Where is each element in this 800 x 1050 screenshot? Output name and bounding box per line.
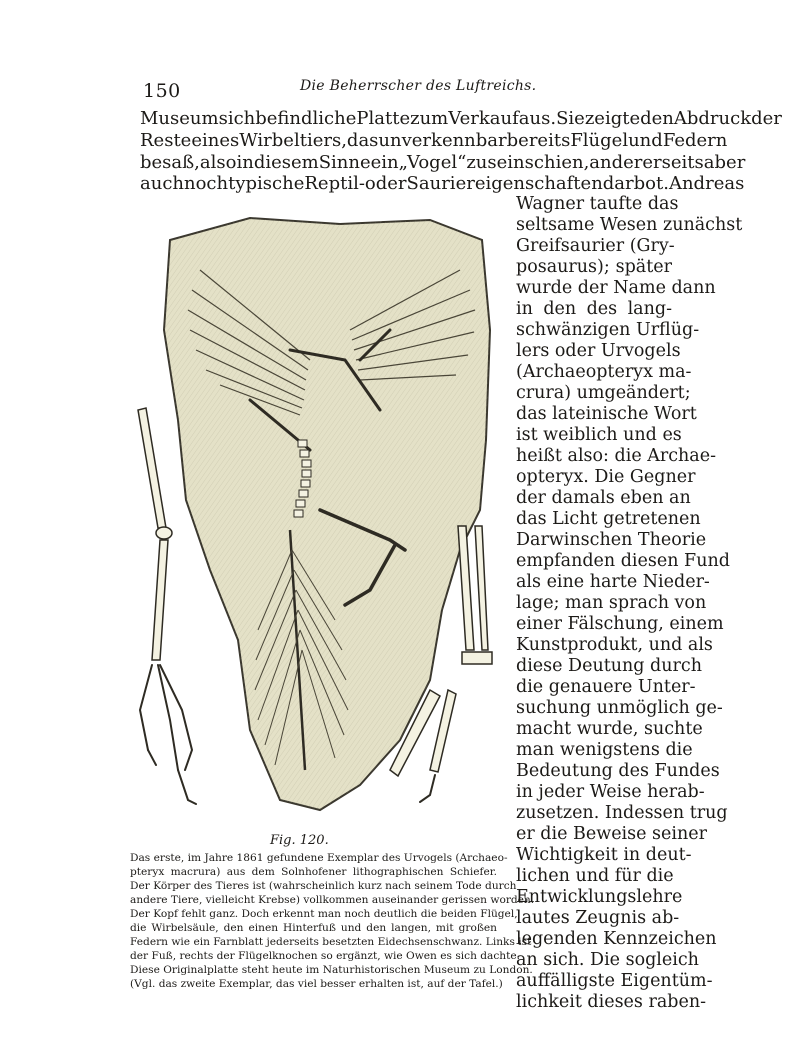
column-line: crura) umgeändert; bbox=[516, 383, 691, 403]
column-line: einer Fälschung, einem bbox=[516, 614, 724, 634]
column-line: der damals eben an bbox=[516, 488, 691, 508]
word: „Vogel“ bbox=[398, 152, 467, 173]
column-line: lage; man sprach von bbox=[516, 593, 707, 613]
word: Andreas bbox=[668, 173, 745, 194]
figure-caption-line: Federn wie ein Farnblatt jederseits besetzten Eidechsenschwanz. Links ist bbox=[130, 936, 532, 948]
word: Wirbeltiers, bbox=[239, 130, 347, 151]
column-line: (Archaeopteryx ma- bbox=[516, 362, 692, 382]
column-line: Bedeutung des Fundes bbox=[516, 761, 720, 781]
word: Verkauf bbox=[448, 108, 519, 129]
column-line: Wagner taufte das bbox=[516, 194, 679, 214]
figure-label: Fig. 120. bbox=[270, 833, 329, 848]
column-line: lichen und für die bbox=[516, 866, 674, 886]
word: auch bbox=[140, 173, 184, 194]
word: noch bbox=[184, 173, 229, 194]
word: Federn bbox=[662, 130, 728, 151]
column-line: posaurus); später bbox=[516, 257, 672, 277]
column-line: Darwinschen Theorie bbox=[516, 530, 707, 550]
column-line: suchung unmöglich ge- bbox=[516, 698, 723, 718]
column-line: opteryx. Die Gegner bbox=[516, 467, 696, 487]
archaeopteryx-fossil-icon bbox=[130, 210, 502, 830]
column-line: an sich. Die sogleich bbox=[516, 950, 699, 970]
column-line: die genauere Unter- bbox=[516, 677, 696, 697]
word: schien, bbox=[524, 152, 590, 173]
word: unverkennbar bbox=[378, 130, 507, 151]
column-line: legenden Kennzeichen bbox=[516, 929, 717, 949]
column-line: auffälligste Eigentüm- bbox=[516, 971, 713, 991]
column-line: Entwicklungslehre bbox=[516, 887, 683, 907]
figure-caption-line: Diese Originalplatte steht heute im Naturhistorischen Museum zu London. bbox=[130, 964, 533, 976]
column-line: Greifsaurier (Gry- bbox=[516, 236, 675, 256]
word: eden bbox=[629, 108, 674, 129]
word: der bbox=[751, 108, 782, 129]
column-line: seltsame Wesen zunächst bbox=[516, 215, 743, 235]
word: eines bbox=[191, 130, 240, 151]
word: bereits bbox=[506, 130, 571, 151]
figure-caption-line: Der Kopf fehlt ganz. Doch erkennt man noch deutlich die beiden Flügel, bbox=[130, 908, 518, 920]
word: andererseits bbox=[589, 152, 704, 173]
page-number: 150 bbox=[143, 80, 181, 102]
body-line-full bbox=[140, 173, 745, 194]
column-line: lautes Zeugnis ab- bbox=[516, 908, 680, 928]
column-line: schwänzigen Urflüg- bbox=[516, 320, 700, 340]
column-line: er die Beweise seiner bbox=[516, 824, 707, 844]
word: befindliche bbox=[255, 108, 357, 129]
figure-caption-line: pteryx macrura) aus dem Solnhofener lithographischen Schiefer. bbox=[130, 866, 497, 878]
word: zeigt bbox=[584, 108, 630, 129]
body-line-full bbox=[140, 152, 746, 173]
figure-caption-line: Der Körper des Tieres ist (wahrscheinlich kurz nach seinem Tode durch bbox=[130, 880, 517, 892]
column-line: man wenigstens die bbox=[516, 740, 693, 760]
column-line: empfanden diesen Fund bbox=[516, 551, 730, 571]
word: Platte bbox=[356, 108, 411, 129]
running-title: Die Beherrscher des Luftreichs. bbox=[300, 78, 537, 94]
column-line: Wichtigkeit in deut- bbox=[516, 845, 692, 865]
word: typische bbox=[228, 173, 305, 194]
column-line: als eine harte Nieder- bbox=[516, 572, 710, 592]
column-line: Kunstprodukt, und als bbox=[516, 635, 713, 655]
word: sich bbox=[218, 108, 256, 129]
figure-caption-line: die Wirbelsäule, den einen Hinterfuß und den langen, mit großen bbox=[130, 922, 497, 934]
figure-caption-line: andere Tiere, vielleicht Krebse) vollkommen auseinander gerissen worden. bbox=[130, 894, 535, 906]
word: in bbox=[236, 152, 254, 173]
word: aus. bbox=[518, 108, 557, 129]
word: besaß, bbox=[140, 152, 200, 173]
column-line: macht wurde, suchte bbox=[516, 719, 703, 739]
column-line: das lateinische Wort bbox=[516, 404, 697, 424]
word: zum bbox=[410, 108, 449, 129]
word: Flügel bbox=[570, 130, 629, 151]
word: diesem bbox=[253, 152, 319, 173]
word: sein bbox=[487, 152, 525, 173]
column-line: lers oder Urvogels bbox=[516, 341, 681, 361]
column-line: diese Deutung durch bbox=[516, 656, 702, 676]
word: das bbox=[346, 130, 379, 151]
word: aber bbox=[703, 152, 746, 173]
fossil-illustration bbox=[130, 210, 502, 830]
column-line: in jeder Weise herab- bbox=[516, 782, 705, 802]
word: ein bbox=[370, 152, 399, 173]
word: Sauriereigenschaften bbox=[406, 173, 603, 194]
word: oder bbox=[364, 173, 407, 194]
word: und bbox=[628, 130, 663, 151]
word: Sie bbox=[556, 108, 585, 129]
word: Reste bbox=[140, 130, 192, 151]
column-line: in den des lang- bbox=[516, 299, 672, 319]
figure-caption-line: der Fuß, rechts der Flügelknochen so ergänzt, wie Owen es sich dachte. bbox=[130, 950, 521, 962]
column-line: zusetzen. Indessen trug bbox=[516, 803, 728, 823]
word: zu bbox=[466, 152, 488, 173]
figure-caption-line: (Vgl. das zweite Exemplar, das viel besser erhalten ist, auf der Tafel.) bbox=[130, 978, 503, 990]
body-line-full bbox=[140, 130, 728, 151]
column-line: lichkeit dieses raben- bbox=[516, 992, 706, 1012]
word: Museum bbox=[140, 108, 219, 129]
word: darbot. bbox=[602, 173, 669, 194]
figure-caption-line: Das erste, im Jahre 1861 gefundene Exemplar des Urvogels (Archaeo- bbox=[130, 852, 508, 864]
column-line: heißt also: die Archae- bbox=[516, 446, 717, 466]
column-line: ist weiblich und es bbox=[516, 425, 682, 445]
word: Abdruck bbox=[673, 108, 752, 129]
body-line-full bbox=[140, 108, 782, 129]
word: Reptil- bbox=[304, 173, 365, 194]
column-line: wurde der Name dann bbox=[516, 278, 716, 298]
column-line: das Licht getretenen bbox=[516, 509, 701, 529]
word: also bbox=[199, 152, 237, 173]
word: Sinne bbox=[318, 152, 371, 173]
